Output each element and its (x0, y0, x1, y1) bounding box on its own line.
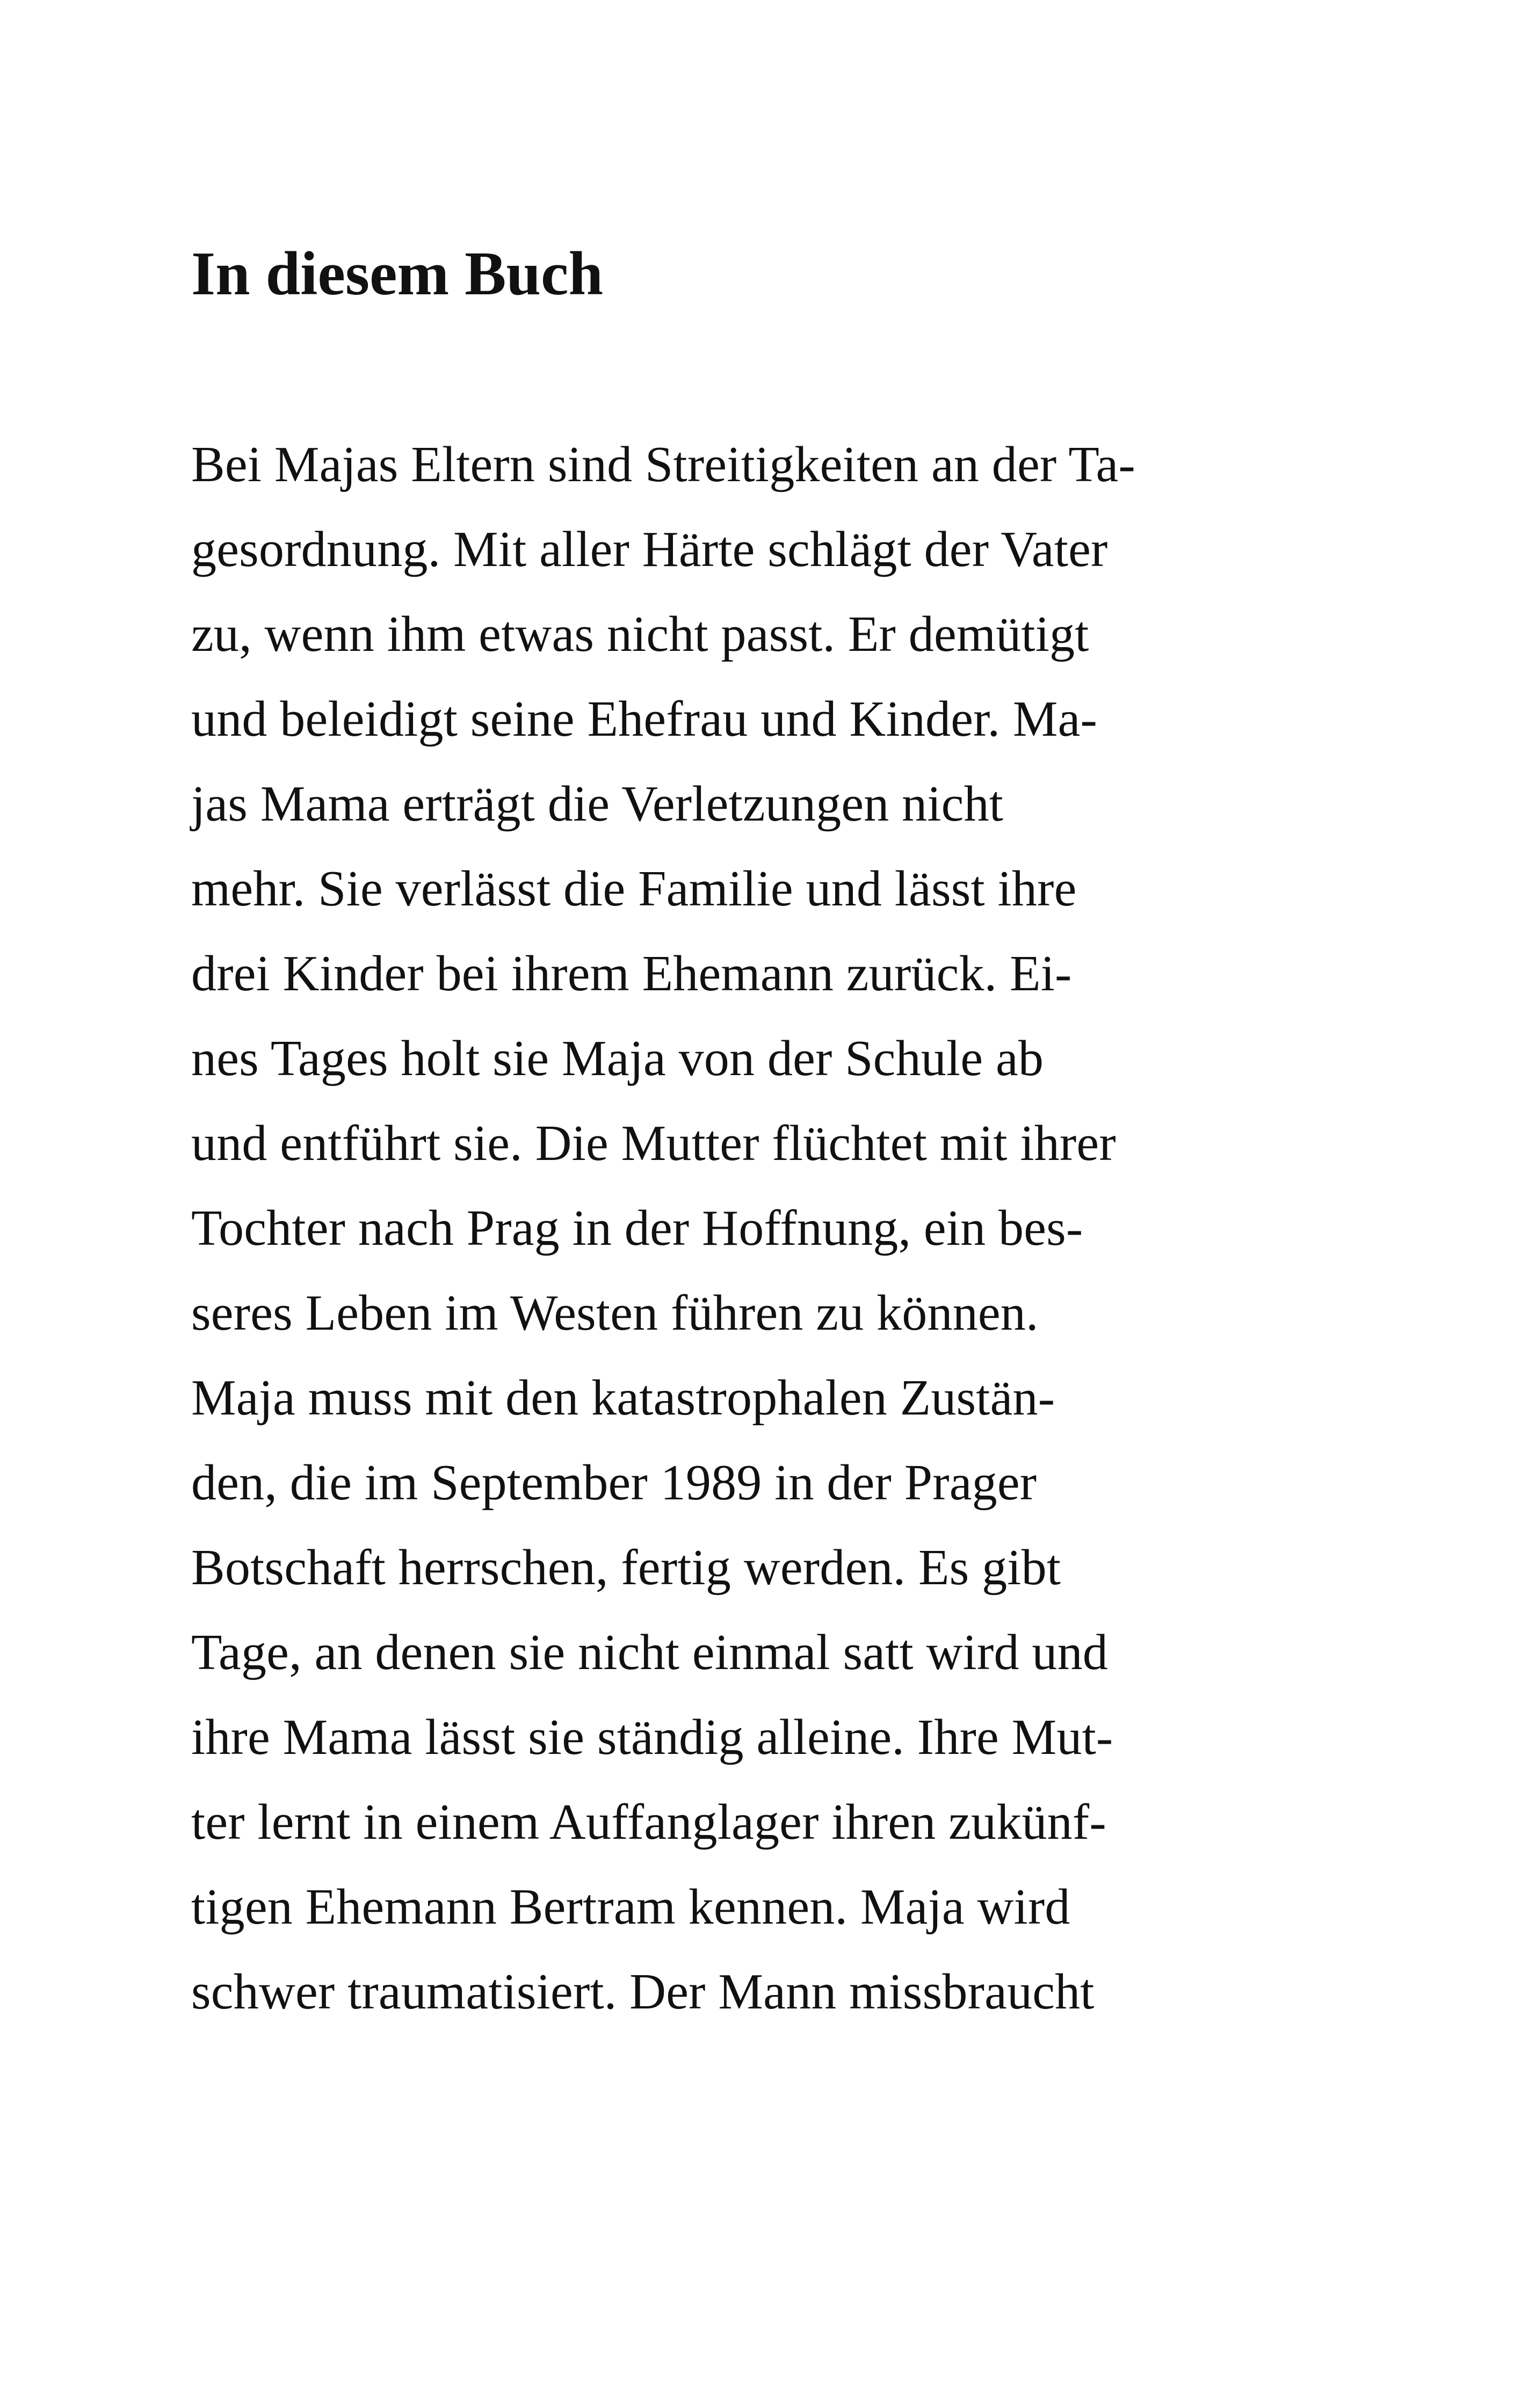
text-line: schwer traumatisiert. Der Mann missbraucht (191, 1964, 1095, 2020)
text-line: Tochter nach Prag in der Hoffnung, ein bes- (191, 1200, 1083, 1256)
text-line: ter lernt in einem Auffanglager ihren zukünf- (191, 1794, 1106, 1850)
text-line: drei Kinder bei ihrem Ehemann zurück. Ei- (191, 946, 1072, 1002)
text-line: ihre Mama lässt sie ständig alleine. Ihre Mut- (191, 1709, 1113, 1765)
text-line: seres Leben im Westen führen zu können. (191, 1285, 1039, 1341)
text-line: jas Mama erträgt die Verletzungen nicht (191, 776, 1004, 832)
text-line: Bei Majas Eltern sind Streitigkeiten an der Ta- (191, 437, 1135, 492)
text-line: und beleidigt seine Ehefrau und Kinder. Ma- (191, 691, 1098, 747)
page-heading: In diesem Buch (191, 240, 604, 308)
text-line: mehr. Sie verlässt die Familie und lässt ihre (191, 861, 1077, 917)
text-line: Tage, an denen sie nicht einmal satt wird und (191, 1624, 1108, 1680)
text-line: tigen Ehemann Bertram kennen. Maja wird (191, 1879, 1070, 1935)
text-line: Maja muss mit den katastrophalen Zustän- (191, 1370, 1055, 1426)
text-line: zu, wenn ihm etwas nicht passt. Er demütigt (191, 606, 1089, 662)
text-line: den, die im September 1989 in der Prager (191, 1455, 1037, 1511)
text-line: gesordnung. Mit aller Härte schlägt der Vater (191, 521, 1108, 577)
text-line: und entführt sie. Die Mutter flüchtet mit ihrer (191, 1115, 1116, 1171)
text-line: nes Tages holt sie Maja von der Schule ab (191, 1031, 1044, 1086)
text-line: Botschaft herrschen, fertig werden. Es gibt (191, 1540, 1061, 1595)
body-paragraph (191, 422, 1287, 2034)
